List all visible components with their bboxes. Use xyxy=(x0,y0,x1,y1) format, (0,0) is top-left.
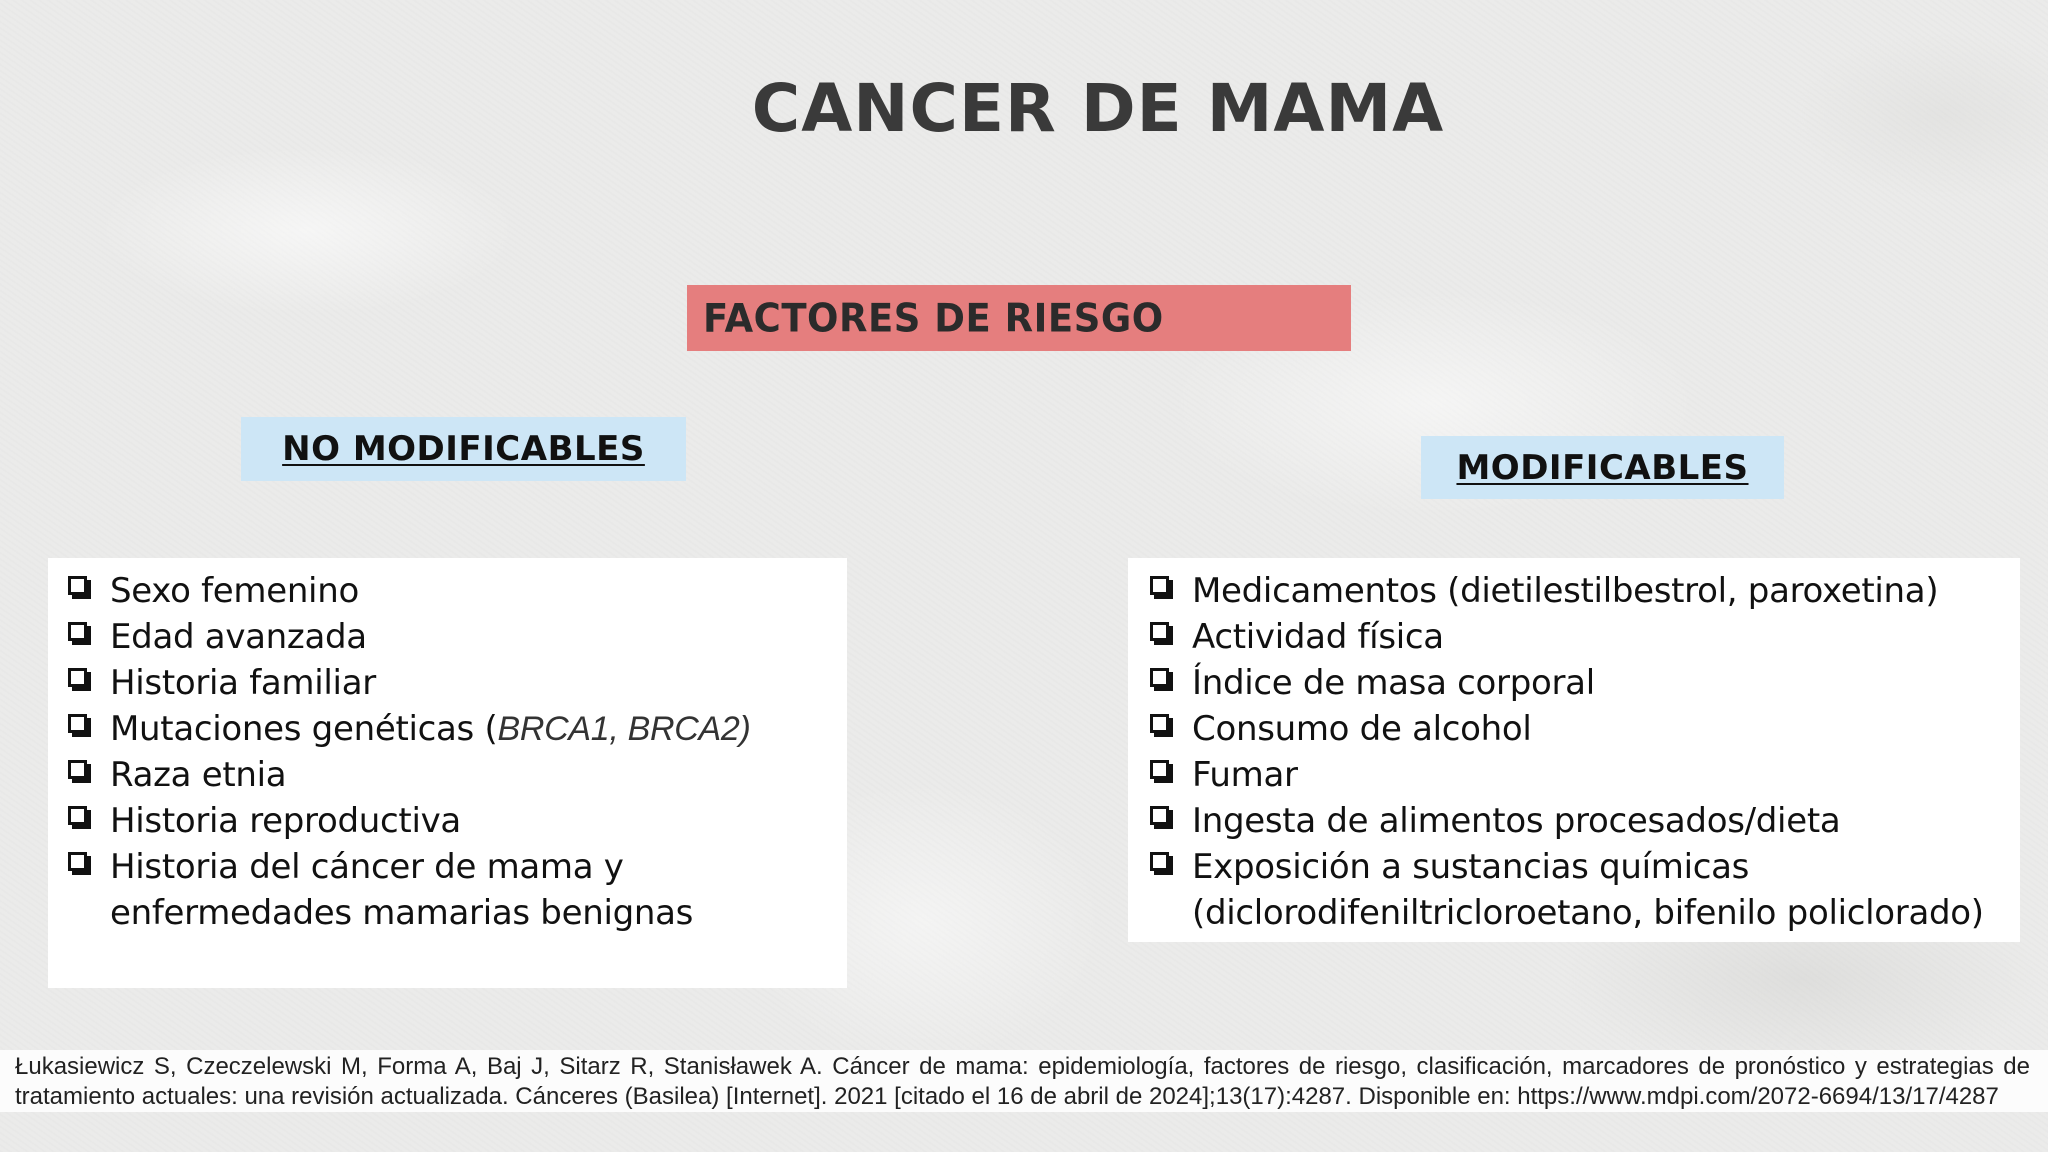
checkbox-icon xyxy=(1150,668,1169,687)
modificables-label xyxy=(1421,436,1784,499)
list-item-text: Ingesta de alimentos procesados/dieta xyxy=(1192,801,1841,841)
checkbox-icon xyxy=(68,714,87,733)
list-item-text: Consumo de alcohol xyxy=(1192,709,1532,749)
citation-text: Łukasiewicz S, Czeczelewski M, Forma A, Baj J, Sitarz R, Stanisławek A. Cáncer de mama: epidemiología, factores de riesgo, clasificación, marcadores de pronóstico y estrategias de tratamiento actuales: una revisión actualizada. Cánceres (Basilea) [Internet]. 2021 [citado el 16 de abril de 2024];13(17):4287. Disponible en: https://www.mdpi.com/2072-6694/13/17/4287 xyxy=(0,1050,2048,1112)
checkbox-icon xyxy=(1150,852,1169,871)
list-item-italic-text: BRCA1, BRCA2) xyxy=(497,710,751,748)
checkbox-icon xyxy=(68,760,87,779)
list-item-text: Exposición a sustancias químicas xyxy=(1192,847,1750,887)
modificables-card xyxy=(1128,558,2020,942)
checkbox-icon xyxy=(1150,760,1169,779)
list-item xyxy=(1146,568,1984,614)
checkbox-icon xyxy=(68,668,87,687)
list-item xyxy=(64,798,751,844)
checkbox-icon xyxy=(68,622,87,641)
list-item xyxy=(1146,844,1984,936)
list-item-text: Fumar xyxy=(1192,755,1298,795)
list-item-text: Historia familiar xyxy=(110,663,376,703)
list-item xyxy=(64,614,751,660)
list-item xyxy=(64,844,751,936)
list-item xyxy=(64,706,751,752)
list-item xyxy=(1146,614,1984,660)
list-item-text: Mutaciones genéticas ( xyxy=(110,709,498,749)
list-item xyxy=(64,568,751,614)
list-item-text: Sexo femenino xyxy=(110,571,359,611)
checkbox-icon xyxy=(68,806,87,825)
checkbox-icon xyxy=(68,576,87,595)
list-item-text: Historia reproductiva xyxy=(110,801,461,841)
list-item xyxy=(64,660,751,706)
list-item-text: Actividad física xyxy=(1192,617,1444,657)
list-item xyxy=(1146,660,1984,706)
no-modificables-label xyxy=(241,417,686,481)
list-item-text: Historia del cáncer de mama y xyxy=(110,847,624,887)
slide-title: CANCER DE MAMA xyxy=(751,70,1445,147)
list-item xyxy=(1146,706,1984,752)
risk-factors-banner xyxy=(687,285,1351,351)
checkbox-icon xyxy=(1150,714,1169,733)
list-item-continuation: enfermedades mamarias benignas xyxy=(110,893,694,933)
list-item-text: Raza etnia xyxy=(110,755,287,795)
list-item-text: Edad avanzada xyxy=(110,617,367,657)
list-item xyxy=(1146,752,1984,798)
modificables-list xyxy=(1146,568,1984,936)
list-item xyxy=(64,752,751,798)
modificables-label-text: MODIFICABLES xyxy=(1456,447,1749,488)
list-item xyxy=(1146,798,1984,844)
no-modificables-label-text: NO MODIFICABLES xyxy=(282,429,645,469)
checkbox-icon xyxy=(1150,576,1169,595)
no-modificables-list xyxy=(64,568,751,936)
risk-factors-banner-label: FACTORES DE RIESGO xyxy=(703,295,1164,341)
list-item-continuation: (diclorodifeniltricloroetano, bifenilo policlorado) xyxy=(1192,893,1984,933)
list-item-text: Índice de masa corporal xyxy=(1192,663,1595,703)
no-modificables-card xyxy=(48,558,847,988)
list-item-text: Medicamentos (dietilestilbestrol, paroxetina) xyxy=(1192,571,1939,611)
checkbox-icon xyxy=(1150,622,1169,641)
checkbox-icon xyxy=(1150,806,1169,825)
checkbox-icon xyxy=(68,852,87,871)
